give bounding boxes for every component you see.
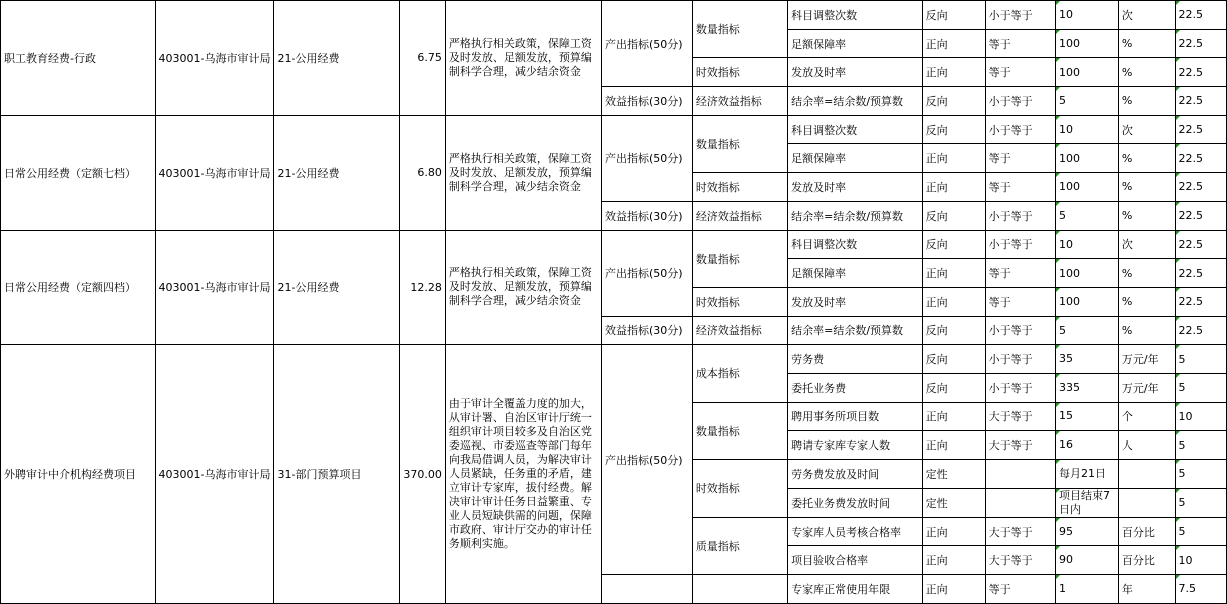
indicator-name: 聘请专家库专家人数 [788,431,923,460]
project-name: 日常公用经费（定额四档） [1,230,156,345]
indicator-direction: 正向 [922,402,985,431]
indicator-name: 发放及时率 [788,58,923,87]
level2-indicator: 时效指标 [692,173,787,202]
indicator-unit: % [1118,173,1175,202]
indicator-value: 35 [1056,345,1119,374]
indicator-name: 委托业务费发放时间 [788,488,923,517]
indicator-direction: 正向 [922,173,985,202]
indicator-unit: % [1118,287,1175,316]
indicator-name: 发放及时率 [788,287,923,316]
indicator-value: 90 [1056,546,1119,575]
indicator-operator: 小于等于 [985,115,1055,144]
project-name: 外聘审计中介机构经费项目 [1,345,156,604]
indicator-value: 1 [1056,575,1119,604]
indicator-name: 科目调整次数 [788,230,923,259]
indicator-operator: 等于 [985,259,1055,288]
indicator-unit: 万元/年 [1118,345,1175,374]
indicator-unit: % [1118,259,1175,288]
amount: 12.28 [400,230,446,345]
indicator-score: 22.5 [1175,1,1226,30]
unit-name: 403001-乌海市审计局 [155,230,274,345]
indicator-value: 100 [1056,287,1119,316]
unit-name: 403001-乌海市审计局 [155,1,274,116]
level2-indicator: 时效指标 [692,460,787,518]
indicator-score: 5 [1175,460,1226,489]
indicator-operator: 大于等于 [985,546,1055,575]
indicator-operator: 小于等于 [985,201,1055,230]
indicator-operator: 大于等于 [985,517,1055,546]
level2-indicator: 成本指标 [692,345,787,402]
indicator-unit: 百分比 [1118,517,1175,546]
indicator-name: 科目调整次数 [788,1,923,30]
indicator-name: 结余率=结余数/预算数 [788,201,923,230]
fund-category: 31-部门预算项目 [274,345,400,604]
indicator-score: 22.5 [1175,115,1226,144]
indicator-unit: 年 [1118,575,1175,604]
level2-indicator: 经济效益指标 [692,316,787,345]
indicator-value: 项目结束7日内 [1056,488,1119,517]
indicator-value: 10 [1056,230,1119,259]
indicator-unit: 人 [1118,431,1175,460]
indicator-name: 结余率=结余数/预算数 [788,316,923,345]
indicator-direction: 反向 [922,373,985,402]
indicator-name: 劳务费发放及时间 [788,460,923,489]
project-goal: 严格执行相关政策，保障工资及时发放、足额发放，预算编制科学合理，减少结余资金 [445,115,601,230]
indicator-score: 5 [1175,373,1226,402]
indicator-unit [1118,460,1175,489]
indicator-operator: 等于 [985,58,1055,87]
indicator-score: 10 [1175,402,1226,431]
level2-indicator: 数量指标 [692,402,787,459]
indicator-score: 5 [1175,431,1226,460]
indicator-name: 专家库正常使用年限 [788,575,923,604]
level1-indicator: 效益指标(30分) [602,87,693,116]
indicator-score: 5 [1175,488,1226,517]
project-name: 职工教育经费-行政 [1,1,156,116]
project-name: 日常公用经费（定额七档） [1,115,156,230]
indicator-name: 专家库人员考核合格率 [788,517,923,546]
indicator-name: 委托业务费 [788,373,923,402]
indicator-unit: 次 [1118,1,1175,30]
indicator-operator: 小于等于 [985,1,1055,30]
indicator-name: 结余率=结余数/预算数 [788,87,923,116]
project-goal: 严格执行相关政策，保障工资及时发放、足额发放，预算编制科学合理，减少结余资金 [445,230,601,345]
indicator-score: 22.5 [1175,230,1226,259]
indicator-value: 100 [1056,173,1119,202]
indicator-value: 16 [1056,431,1119,460]
indicator-score: 22.5 [1175,144,1226,173]
indicator-name: 足额保障率 [788,29,923,58]
indicator-score: 22.5 [1175,173,1226,202]
unit-name: 403001-乌海市审计局 [155,345,274,604]
indicator-score: 22.5 [1175,58,1226,87]
indicator-score: 5 [1175,517,1226,546]
indicator-unit: 百分比 [1118,546,1175,575]
level2-indicator: 质量指标 [692,517,787,574]
indicator-operator: 小于等于 [985,316,1055,345]
level2-indicator: 经济效益指标 [692,201,787,230]
indicator-value: 5 [1056,201,1119,230]
indicator-value: 15 [1056,402,1119,431]
table-row [1,115,1227,144]
indicator-operator [985,460,1055,489]
indicator-unit: % [1118,201,1175,230]
indicator-score: 22.5 [1175,87,1226,116]
level2-indicator: 数量指标 [692,115,787,172]
indicator-name: 足额保障率 [788,259,923,288]
indicator-score: 7.5 [1175,575,1226,604]
indicator-direction: 反向 [922,1,985,30]
indicator-direction: 正向 [922,287,985,316]
project-goal: 由于审计全覆盖力度的加大，从审计署、自治区审计厅统一组织审计项目较多及自治区党委巡视、市委巡查等部门每年向我局借调人员，为解决审计人员紧缺，任务重的矛盾，建立审计专家库，拔付经费。解决审计审计任务日益繁重、专业人员短缺供需的问题，保障市政府、审计厅交办的审计任务顺利实施。 [445,345,601,604]
amount: 6.80 [400,115,446,230]
indicator-direction: 定性 [922,488,985,517]
indicator-value: 5 [1056,87,1119,116]
indicator-score: 22.5 [1175,316,1226,345]
fund-category: 21-公用经费 [274,230,400,345]
indicator-direction: 正向 [922,29,985,58]
project-goal: 严格执行相关政策，保障工资及时发放、足额发放，预算编制科学合理，减少结余资金 [445,1,601,116]
indicator-operator: 小于等于 [985,230,1055,259]
level1-indicator: 产出指标(50分) [602,1,693,87]
fund-category: 21-公用经费 [274,1,400,116]
indicator-name: 项目验收合格率 [788,546,923,575]
indicator-score: 22.5 [1175,259,1226,288]
indicator-operator: 大于等于 [985,402,1055,431]
level1-indicator [602,575,693,604]
indicator-unit: % [1118,29,1175,58]
indicator-direction: 反向 [922,345,985,374]
indicator-direction: 反向 [922,201,985,230]
indicator-score: 5 [1175,345,1226,374]
table-row [1,230,1227,259]
indicator-name: 劳务费 [788,345,923,374]
indicator-value: 100 [1056,58,1119,87]
unit-name: 403001-乌海市审计局 [155,115,274,230]
indicator-direction: 反向 [922,230,985,259]
indicator-direction: 正向 [922,144,985,173]
indicator-name: 足额保障率 [788,144,923,173]
level1-indicator: 产出指标(50分) [602,115,693,201]
indicator-operator: 小于等于 [985,373,1055,402]
indicator-value: 10 [1056,1,1119,30]
fund-category: 21-公用经费 [274,115,400,230]
indicator-unit [1118,488,1175,517]
indicator-value: 5 [1056,316,1119,345]
table-row [1,1,1227,30]
indicator-operator: 等于 [985,144,1055,173]
indicator-operator: 等于 [985,29,1055,58]
level2-indicator [692,575,787,604]
level1-indicator: 产出指标(50分) [602,345,693,575]
level1-indicator: 产出指标(50分) [602,230,693,316]
indicator-unit: 次 [1118,230,1175,259]
indicator-operator: 小于等于 [985,345,1055,374]
level1-indicator: 效益指标(30分) [602,316,693,345]
amount: 6.75 [400,1,446,116]
level2-indicator: 数量指标 [692,1,787,58]
indicator-direction: 正向 [922,575,985,604]
indicator-value: 95 [1056,517,1119,546]
indicator-value: 335 [1056,373,1119,402]
table-row [1,345,1227,374]
indicator-name: 科目调整次数 [788,115,923,144]
indicator-name: 聘用事务所项目数 [788,402,923,431]
indicator-name: 发放及时率 [788,173,923,202]
indicator-operator: 大于等于 [985,431,1055,460]
indicator-unit: 次 [1118,115,1175,144]
indicator-operator [985,488,1055,517]
indicator-unit: % [1118,316,1175,345]
level2-indicator: 数量指标 [692,230,787,287]
indicator-direction: 正向 [922,58,985,87]
indicator-direction: 正向 [922,259,985,288]
level1-indicator: 效益指标(30分) [602,201,693,230]
indicator-direction: 正向 [922,431,985,460]
indicator-unit: 个 [1118,402,1175,431]
indicator-value: 10 [1056,115,1119,144]
indicator-unit: % [1118,58,1175,87]
indicator-direction: 正向 [922,546,985,575]
indicator-direction: 反向 [922,316,985,345]
indicator-operator: 等于 [985,575,1055,604]
indicator-value: 100 [1056,259,1119,288]
indicator-operator: 小于等于 [985,87,1055,116]
indicator-score: 22.5 [1175,29,1226,58]
indicator-value: 每月21日 [1056,460,1119,489]
level2-indicator: 时效指标 [692,58,787,87]
indicator-direction: 正向 [922,517,985,546]
indicator-direction: 反向 [922,87,985,116]
indicator-operator: 等于 [985,173,1055,202]
indicator-direction: 定性 [922,460,985,489]
indicator-unit: % [1118,87,1175,116]
indicator-unit: % [1118,144,1175,173]
level2-indicator: 经济效益指标 [692,87,787,116]
indicator-value: 100 [1056,144,1119,173]
indicator-value: 100 [1056,29,1119,58]
indicator-operator: 等于 [985,287,1055,316]
indicator-score: 22.5 [1175,287,1226,316]
indicator-score: 22.5 [1175,201,1226,230]
indicator-unit: 万元/年 [1118,373,1175,402]
level2-indicator: 时效指标 [692,287,787,316]
indicator-score: 10 [1175,546,1226,575]
amount: 370.00 [400,345,446,604]
indicator-direction: 反向 [922,115,985,144]
